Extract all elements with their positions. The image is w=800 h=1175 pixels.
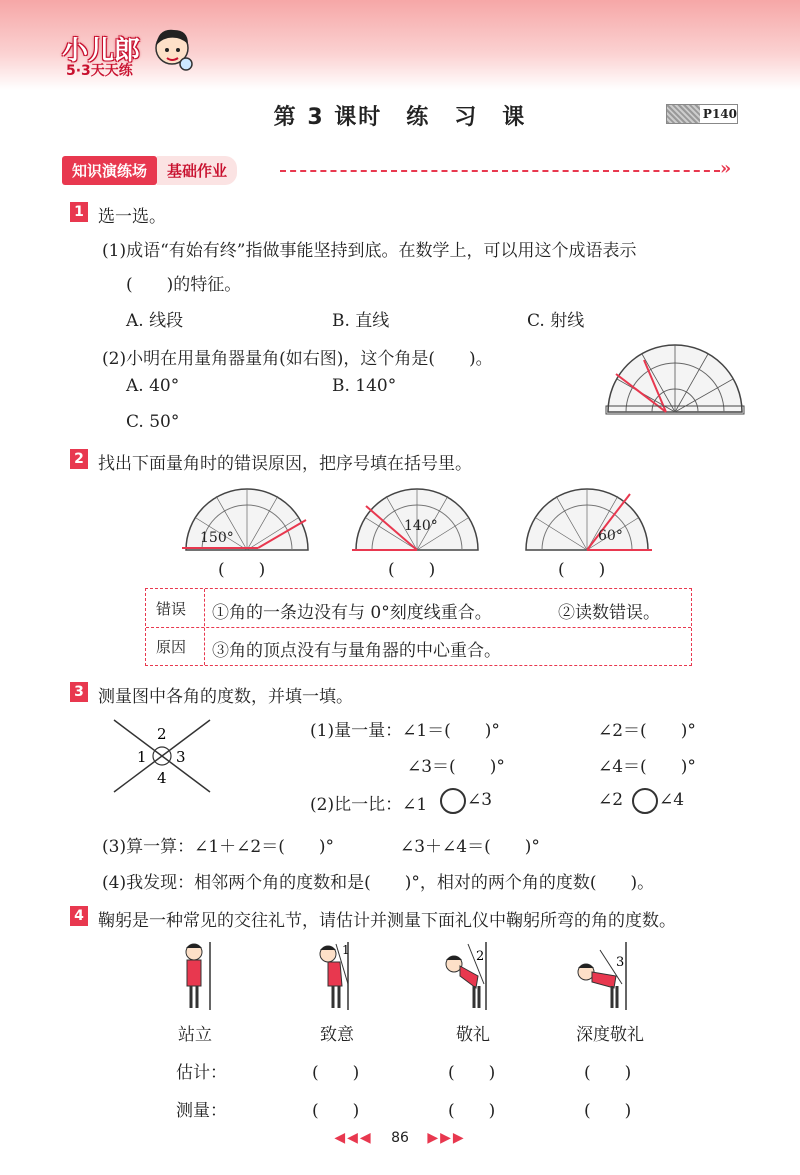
reason-2: ②读数错误。 — [558, 603, 660, 623]
row-label-estimate: 估计： — [176, 1063, 227, 1083]
measure-angle-2: ∠2＝( )° — [598, 721, 696, 741]
protractor-reading-b: 140° — [404, 518, 438, 534]
measure-angle-1: (1)量一量：∠1＝( )° — [310, 721, 500, 741]
question-number: 4 — [70, 906, 88, 926]
textbook-page-ref: P140 — [666, 104, 738, 124]
angle-label-4: 4 — [157, 769, 167, 787]
measure-blank[interactable]: ( ) — [312, 1101, 360, 1121]
compare-suffix: ∠3 — [467, 790, 493, 810]
discovery-text: (4)我发现：相邻两个角的度数和是( )°，相对的两个角的度数( )。 — [102, 873, 655, 893]
calc-1: (3)算一算：∠1＋∠2＝( )° — [102, 837, 334, 857]
section-tag-homework: 基础作业 — [157, 156, 237, 185]
reason-3: ③角的顶点没有与量角器的中心重合。 — [212, 641, 501, 661]
reason-1: ①角的一条边没有与 0°刻度线重合。 — [212, 603, 492, 623]
section-tag-practice: 知识演练场 — [62, 156, 157, 185]
protractor-reading-c: 60° — [598, 528, 623, 544]
answer-blank[interactable]: ( ) — [558, 560, 606, 580]
person-bowing-icon — [444, 940, 494, 1012]
protractor-reading-a: 150° — [200, 530, 234, 546]
next-arrows-icon: ▶▶▶ — [427, 1130, 466, 1146]
question-number: 3 — [70, 682, 88, 702]
measure-angle-3: ∠3＝( )° — [407, 757, 505, 777]
answer-blank[interactable]: ( ) — [218, 560, 266, 580]
question-text: (2)小明在用量角器量角(如右图)，这个角是( )。 — [102, 349, 493, 369]
question-title: 找出下面量角时的错误原因，把序号填在括号里。 — [98, 454, 472, 474]
boy-mascot-icon — [150, 24, 196, 76]
pose-mark-3: 3 — [616, 955, 625, 970]
option-b: B. 直线 — [332, 311, 390, 331]
pose-mark-2: 2 — [476, 949, 485, 964]
question-number: 1 — [70, 202, 88, 222]
protractor-figure — [604, 344, 746, 416]
measure-angle-4: ∠4＝( )° — [598, 757, 696, 777]
person-deep-bow-icon — [576, 940, 632, 1012]
logo-subtitle: 5·3天天练 — [66, 63, 133, 79]
option-a: A. 线段 — [126, 311, 184, 331]
lesson-title: 第 3 课时 练 习 课 — [273, 105, 527, 130]
angle-label-3: 3 — [176, 748, 186, 766]
pose-label-greeting: 致意 — [320, 1025, 354, 1045]
option-b: B. 140° — [332, 376, 397, 396]
section-header — [62, 155, 237, 185]
question-title: 测量图中各角的度数，并填一填。 — [98, 687, 353, 707]
box-header: 原因 — [156, 638, 187, 656]
compare-circle[interactable] — [440, 788, 466, 814]
person-standing-icon — [178, 940, 218, 1012]
box-header: 错误 — [156, 600, 187, 618]
estimate-blank[interactable]: ( ) — [448, 1063, 496, 1083]
pose-label-deep-bow: 深度敬礼 — [576, 1025, 644, 1045]
intersecting-lines-figure — [110, 716, 216, 796]
measure-blank[interactable]: ( ) — [448, 1101, 496, 1121]
protractor-figure-b — [352, 484, 482, 554]
question-text: (1)成语“有始有终”指做事能坚持到底。在数学上，可以用这个成语表示 — [102, 241, 637, 261]
compare-suffix: ∠4 — [659, 790, 685, 810]
calc-2: ∠3＋∠4＝( )° — [400, 837, 540, 857]
angle-label-2: 2 — [157, 725, 167, 743]
question-title: 鞠躬是一种常见的交往礼节，请估计并测量下面礼仪中鞠躬所弯的角的度数。 — [98, 911, 676, 931]
page-number: 86 — [391, 1130, 409, 1146]
angle-label-1: 1 — [137, 748, 147, 766]
pose-mark-1: 1 — [342, 943, 350, 957]
estimate-blank[interactable]: ( ) — [312, 1063, 360, 1083]
estimate-blank[interactable]: ( ) — [584, 1063, 632, 1083]
row-label-measure: 测量： — [176, 1101, 227, 1121]
question-number: 2 — [70, 449, 88, 469]
pose-label-bow: 敬礼 — [456, 1025, 490, 1045]
person-greeting-icon — [316, 940, 356, 1012]
question-title: 选一选。 — [98, 207, 166, 227]
answer-blank[interactable]: ( ) — [388, 560, 436, 580]
book-icon — [667, 105, 700, 123]
option-c: C. 射线 — [527, 311, 585, 331]
compare-prefix: ∠2 — [598, 790, 624, 810]
section-divider — [280, 170, 720, 172]
option-c: C. 50° — [126, 412, 180, 432]
chevron-right-icon: » — [720, 158, 732, 179]
pose-label-standing: 站立 — [178, 1025, 212, 1045]
measure-blank[interactable]: ( ) — [584, 1101, 632, 1121]
compare-circle[interactable] — [632, 788, 658, 814]
compare-prefix: (2)比一比：∠1 — [310, 795, 428, 815]
protractor-figure-c — [522, 484, 652, 554]
question-text: ( )的特征。 — [126, 275, 242, 295]
logo-title: 小儿郎 — [62, 36, 141, 66]
prev-arrows-icon: ◀◀◀ — [334, 1130, 373, 1146]
page-footer — [0, 1130, 800, 1146]
protractor-figure-a — [182, 484, 312, 554]
option-a: A. 40° — [126, 376, 180, 396]
